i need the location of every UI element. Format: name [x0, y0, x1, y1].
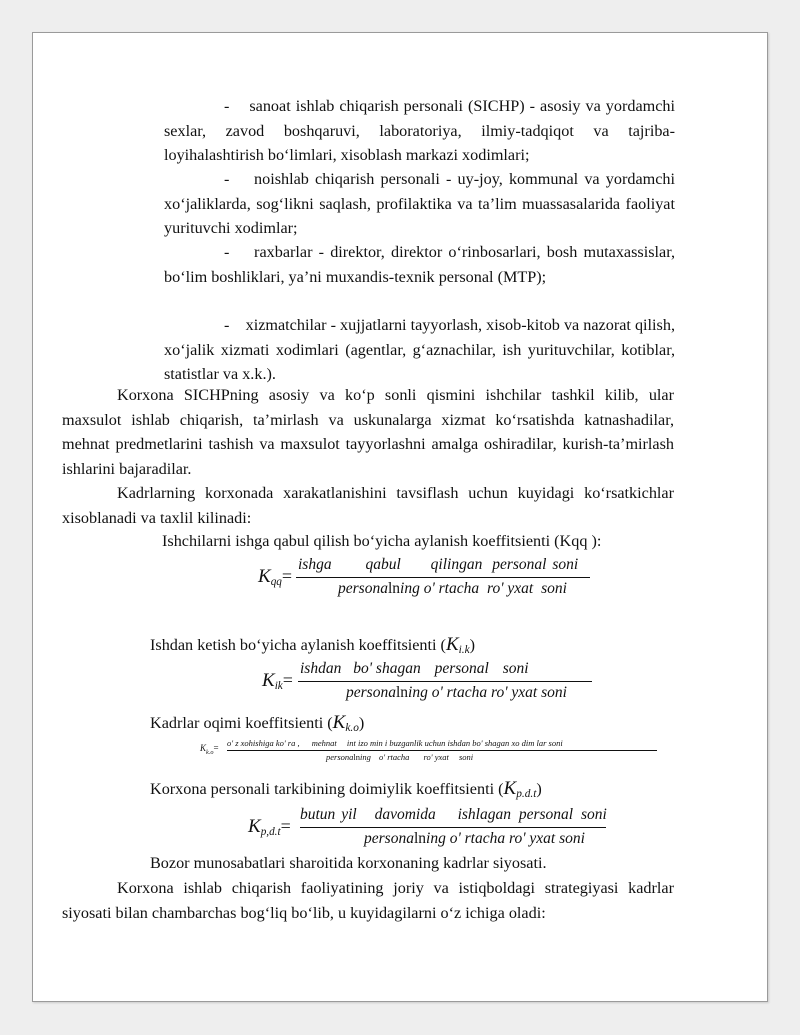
- kik-denominator: [346, 684, 567, 702]
- num-term: xohishiga: [240, 738, 274, 748]
- den-term: ln: [413, 830, 427, 847]
- kko-fraction-bar: [227, 750, 657, 751]
- bullet-raxbarlar: - raxbarlar - direktor, direktor o‘rinbosarlari, bosh mutaxassislar, bo‘lim boshliklari, ya’ni muxandis-texnik personal (MTP);: [164, 243, 675, 286]
- den-term: ing: [400, 580, 420, 597]
- den-term: ln: [387, 580, 401, 597]
- close-paren: ): [469, 636, 476, 654]
- num-term: personal: [492, 556, 547, 573]
- den-term: soni: [559, 830, 585, 847]
- kpdt-symbol: K: [248, 816, 261, 837]
- num-term: davomida: [374, 806, 436, 823]
- num-term: bo' shagan: [472, 738, 510, 748]
- num-term: mehnat: [311, 738, 337, 748]
- num-term: soni: [580, 806, 607, 823]
- paragraph-ishchilar: Korxona SICHPning asosiy va ko‘p sonli qismini ishchilar tashkil kilib, ular maxsulot ishlab chiqarish, ta’mirlash va uskunalarga xizmat ko‘rsatishda katnashadilar, mehnat predmetlarini tashish va maxsulot tayyorlashni amalga oshiradilar, kurish-ta’mirlash ishlarini bajaradilar.: [62, 386, 674, 478]
- kik-label-symbol: K: [445, 634, 459, 655]
- kko-equals: =: [213, 743, 219, 753]
- num-term: soni: [548, 738, 563, 748]
- kpdt-fraction-bar: [300, 827, 606, 828]
- close-paren: ): [536, 780, 542, 798]
- den-term: o' rtacha: [379, 752, 410, 762]
- num-term: ishdan: [300, 660, 342, 677]
- kqq-symbol: K: [258, 566, 271, 587]
- den-term: soni: [541, 684, 567, 701]
- kpdt-subscript: p,d.t: [260, 826, 281, 838]
- num-term: int izo min i: [346, 738, 388, 748]
- num-term: xo dim lar: [511, 738, 547, 748]
- den-term: ing: [426, 830, 446, 847]
- kqq-heading: Ishchilarni ishga qabul qilish bo‘yicha aylanish koeffitsienti (Kqq ):: [162, 532, 602, 550]
- paragraph-strategiya: Korxona ishlab chiqarish faoliyatining joriy va istiqboldagi strategiyasi kadrlar siyosati bilan chambarchas bog‘liq bo‘lib, u kuyidagilarni o‘z ichiga oladi:: [62, 879, 674, 922]
- num-term: buzganlik: [389, 738, 423, 748]
- kik-subscript: ik: [274, 680, 283, 692]
- kko-label-subscript: k.o: [345, 722, 359, 734]
- kpdt-heading: [150, 778, 542, 805]
- num-term: soni: [502, 660, 529, 677]
- paragraph-kadrlar-harakati: Kadrlarning korxonada xarakatlanishini tavsiflash uchun kuyidagi ko‘rsatkichlar xisoblanadi va taxlil kilinadi:: [62, 484, 674, 527]
- close-paren: ): [358, 714, 365, 732]
- den-term: persona: [364, 830, 414, 847]
- kqq-denominator: [338, 580, 567, 598]
- den-term: o' rtacha: [423, 580, 480, 597]
- kik-heading: [150, 634, 475, 661]
- kqq-fraction-bar: [296, 577, 590, 578]
- den-term: ln: [395, 684, 409, 701]
- kik-symbol: K: [262, 670, 275, 691]
- kik-label: Ishdan ketish bo‘yicha aylanish koeffitsienti (: [150, 636, 446, 654]
- num-term: personal: [434, 660, 489, 677]
- kik-numerator: [300, 660, 529, 678]
- num-term: soni: [552, 556, 579, 573]
- num-term: yil: [341, 806, 357, 823]
- den-term: soni: [541, 580, 567, 597]
- num-term: uchun: [424, 738, 446, 748]
- num-term: personal: [518, 806, 574, 823]
- bullet-sichp: - sanoat ishlab chiqarish personali (SICHP) - asosiy va yordamchi sexlar, zavod boshqaruvi, laboratoriya, ilmiy-tadqiqot va tajriba-loyihalashtirish bo‘limlari, xisoblash markazi xodimlari;: [164, 97, 675, 164]
- den-term: persona: [326, 752, 354, 762]
- den-term: ro' yxat: [423, 752, 449, 762]
- kpdt-denominator: [364, 830, 585, 848]
- kko-label-symbol: K: [332, 712, 346, 733]
- kqq-subscript: qq: [270, 576, 282, 588]
- kpdt-numerator: [300, 806, 607, 824]
- num-term: ko' ra ,: [275, 738, 300, 748]
- kko-symbol: K: [200, 743, 207, 753]
- kik-equals: =: [282, 670, 293, 690]
- kik-label-subscript: i.k: [458, 644, 470, 656]
- num-term: bo' shagan: [353, 660, 421, 677]
- kik-fraction-bar: [298, 681, 592, 682]
- kpdt-label-symbol: K: [503, 778, 517, 799]
- bullet-xizmatchilar: - xizmatchilar - xujjatlarni tayyorlash, xisob-kitob va nazorat qilish, xo‘jalik xizmati xodimlari (agentlar, g‘aznachilar, ish yurituvchilar, kotiblar, statistlar va x.k.).: [164, 316, 675, 383]
- num-term: qilingan: [430, 556, 483, 573]
- kko-label: Kadrlar oqimi koeffitsienti (: [150, 714, 333, 732]
- den-term: ro' yxat: [509, 830, 556, 847]
- den-term: ln: [353, 752, 361, 762]
- kpdt-equals: =: [280, 816, 291, 836]
- den-term: ing: [360, 752, 371, 762]
- kko-heading: [150, 712, 364, 739]
- num-term: ishlagan: [457, 806, 511, 823]
- kko-subscript: k.o: [206, 749, 214, 756]
- num-term: butun: [300, 806, 336, 823]
- den-term: persona: [346, 684, 396, 701]
- kqq-equals: =: [281, 566, 293, 586]
- den-term: soni: [459, 752, 474, 762]
- kqq-numerator: [298, 556, 578, 574]
- kko-denominator: [326, 752, 473, 762]
- bullet-noishlab: - noishlab chiqarish personali - uy-joy, kommunal va yordamchi xo‘jaliklarda, sog‘likni saqlash, profilaktika va ta’lim muassasalarida faoliyat yurituvchi xodimlar;: [164, 170, 675, 237]
- kpdt-label: Korxona personali tarkibining doimiylik koeffitsienti (: [150, 780, 504, 798]
- kadrlar-siyosati-heading: Bozor munosabatlari sharoitida korxonaning kadrlar siyosati.: [150, 854, 547, 872]
- num-term: qabul: [365, 556, 401, 573]
- num-term: ishdan: [447, 738, 471, 748]
- den-term: o' rtacha: [431, 684, 488, 701]
- kko-numerator: [227, 738, 563, 748]
- den-term: ro' yxat: [487, 580, 534, 597]
- num-term: o' z: [227, 738, 239, 748]
- den-term: o' rtacha: [449, 830, 506, 847]
- kpdt-label-subscript: p.d.t: [516, 788, 537, 800]
- num-term: ishga: [298, 556, 332, 573]
- den-term: ro' yxat: [491, 684, 538, 701]
- den-term: persona: [338, 580, 388, 597]
- den-term: ing: [408, 684, 428, 701]
